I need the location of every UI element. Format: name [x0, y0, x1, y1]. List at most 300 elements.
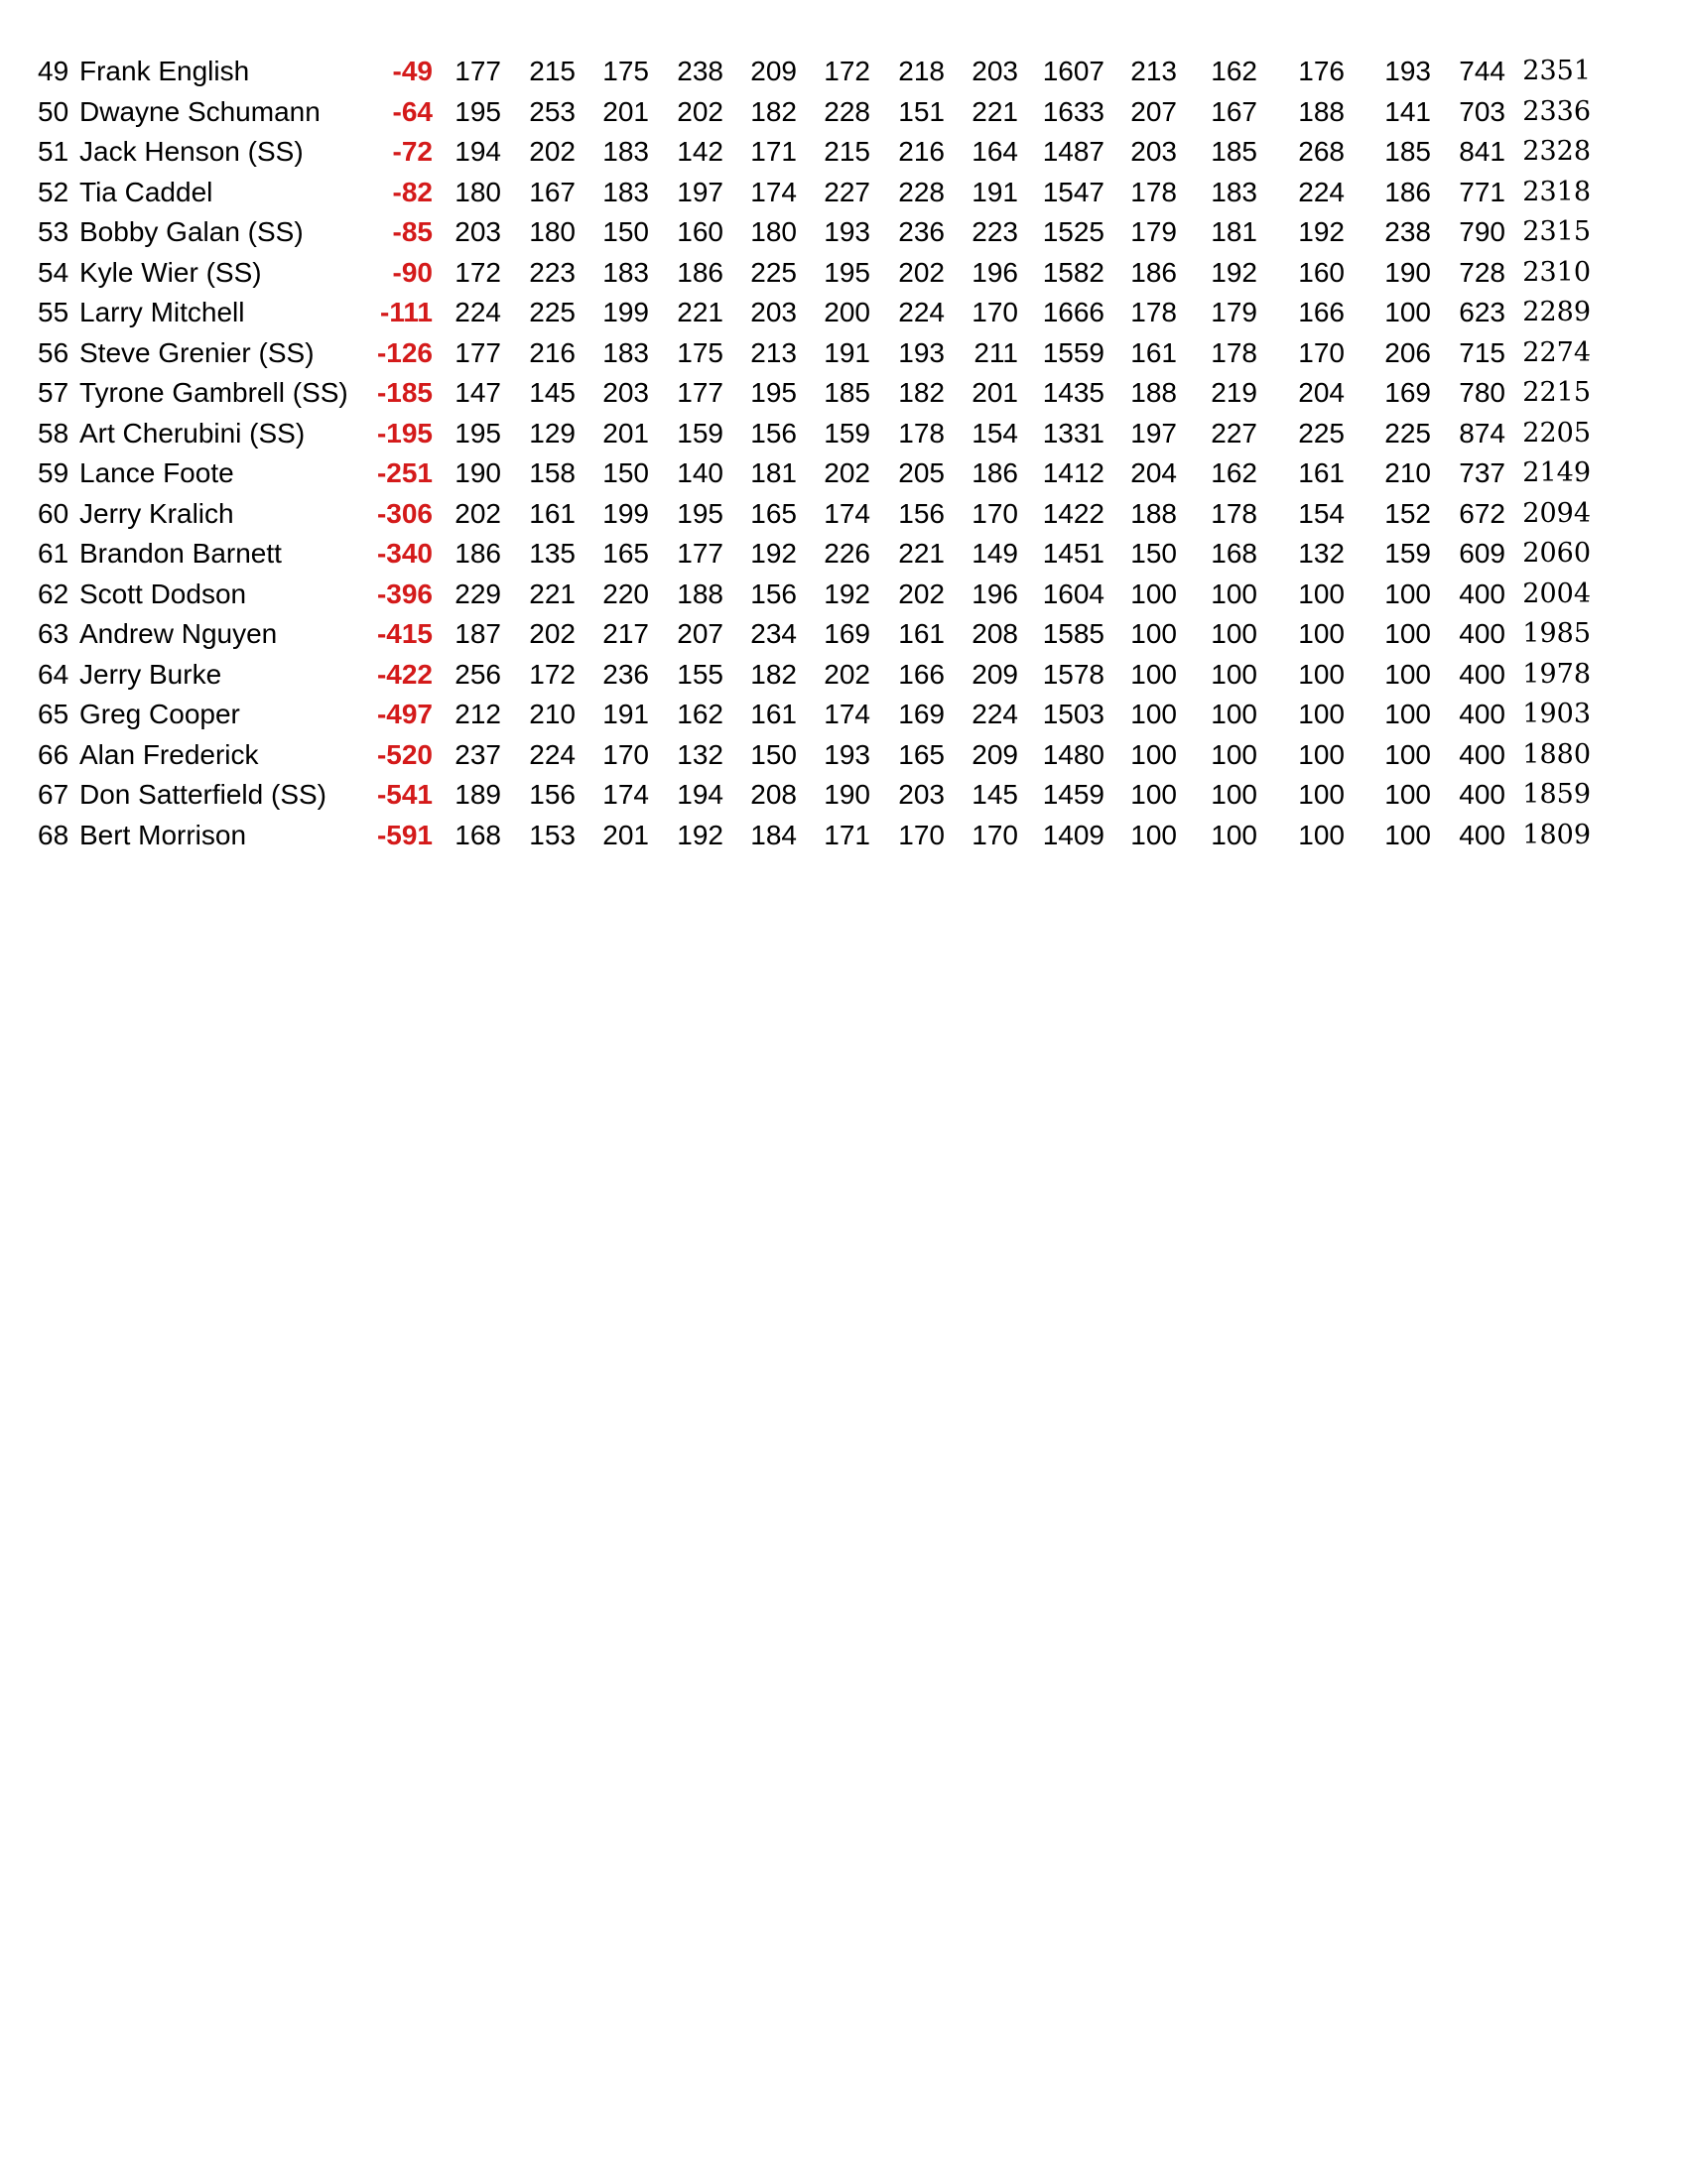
- game-score: 1582: [1042, 256, 1104, 288]
- game-score: 223: [972, 216, 1018, 247]
- game-score: 164: [972, 136, 1018, 167]
- game-score: 100: [1298, 699, 1345, 729]
- game-score: 221: [529, 578, 576, 609]
- game-score: 190: [824, 779, 870, 810]
- game-score: 151: [898, 95, 945, 127]
- game-score: 100: [1211, 738, 1257, 770]
- score-difference: -251: [376, 457, 433, 488]
- game-score: 203: [1130, 136, 1177, 167]
- game-score: 185: [1211, 136, 1257, 167]
- score-difference: -306: [376, 497, 433, 529]
- game-score: 140: [677, 457, 723, 488]
- game-score: 178: [1211, 336, 1257, 368]
- game-score: 159: [824, 417, 870, 449]
- table-row: [0, 614, 1687, 655]
- game-score: 177: [454, 56, 501, 86]
- game-score: 147: [454, 377, 501, 408]
- game-score: 790: [1459, 216, 1505, 247]
- game-score: 209: [972, 658, 1018, 690]
- game-score: 167: [1211, 95, 1257, 127]
- place-number: 56: [38, 336, 69, 368]
- game-score: 225: [1384, 417, 1431, 449]
- game-score: 162: [1211, 56, 1257, 86]
- game-score: 165: [602, 538, 649, 569]
- place-number: 68: [38, 819, 69, 850]
- game-score: 185: [1384, 136, 1431, 167]
- game-score: 236: [602, 658, 649, 690]
- game-score: 156: [750, 578, 797, 609]
- table-row: [0, 695, 1687, 735]
- game-score: 1331: [1042, 417, 1104, 449]
- game-score: 182: [750, 95, 797, 127]
- game-score: 215: [824, 136, 870, 167]
- game-score: 1525: [1042, 216, 1104, 247]
- game-score: 175: [602, 56, 649, 86]
- game-score: 153: [529, 819, 576, 850]
- bowler-name: Art Cherubini (SS): [79, 417, 306, 449]
- game-score: 874: [1459, 417, 1505, 449]
- game-score: 161: [898, 618, 945, 649]
- game-score: 100: [1211, 658, 1257, 690]
- score-difference: -49: [392, 56, 433, 86]
- game-score: 100: [1211, 779, 1257, 810]
- game-score: 209: [750, 56, 797, 86]
- bowler-name: Alan Frederick: [79, 738, 259, 770]
- game-score: 1459: [1042, 779, 1104, 810]
- game-score: 100: [1130, 578, 1177, 609]
- game-score: 744: [1459, 56, 1505, 86]
- game-score: 183: [602, 176, 649, 207]
- game-score: 100: [1384, 297, 1431, 327]
- game-score: 227: [824, 176, 870, 207]
- game-score: 193: [1384, 56, 1431, 86]
- game-score: 195: [750, 377, 797, 408]
- game-score: 158: [529, 457, 576, 488]
- game-score: 172: [824, 56, 870, 86]
- game-score: 182: [898, 377, 945, 408]
- score-difference: -591: [376, 819, 433, 850]
- game-score: 189: [454, 779, 501, 810]
- game-score: 1666: [1042, 297, 1104, 327]
- table-row: [0, 92, 1687, 133]
- game-score: 195: [454, 417, 501, 449]
- game-score: 181: [1211, 216, 1257, 247]
- game-score: 203: [898, 779, 945, 810]
- game-score: 192: [677, 819, 723, 850]
- game-score: 201: [602, 819, 649, 850]
- game-score: 100: [1384, 779, 1431, 810]
- game-score: 186: [972, 457, 1018, 488]
- game-score: 100: [1130, 658, 1177, 690]
- game-score: 224: [898, 297, 945, 327]
- game-score: 1559: [1042, 336, 1104, 368]
- game-score: 156: [529, 779, 576, 810]
- score-difference: -520: [376, 738, 433, 770]
- game-score: 191: [972, 176, 1018, 207]
- game-score: 226: [824, 538, 870, 569]
- game-score: 165: [898, 738, 945, 770]
- game-score: 208: [972, 618, 1018, 649]
- game-score: 145: [972, 779, 1018, 810]
- score-difference: -64: [392, 95, 433, 127]
- game-score: 191: [824, 336, 870, 368]
- game-score: 132: [677, 738, 723, 770]
- game-score: 205: [898, 457, 945, 488]
- game-score: 168: [1211, 538, 1257, 569]
- game-score: 171: [824, 819, 870, 850]
- game-score: 201: [972, 377, 1018, 408]
- game-score: 715: [1459, 336, 1505, 368]
- game-score: 165: [750, 497, 797, 529]
- game-score: 203: [454, 216, 501, 247]
- game-score: 180: [529, 216, 576, 247]
- game-score: 196: [972, 256, 1018, 288]
- game-score: 156: [750, 417, 797, 449]
- bowler-name: Jerry Burke: [79, 658, 222, 690]
- game-score: 1578: [1042, 658, 1104, 690]
- game-score: 210: [529, 699, 576, 729]
- game-score: 228: [898, 176, 945, 207]
- game-score: 207: [1130, 95, 1177, 127]
- game-score: 150: [750, 738, 797, 770]
- place-number: 66: [38, 738, 69, 770]
- game-score: 1412: [1042, 457, 1104, 488]
- game-score: 1487: [1042, 136, 1104, 167]
- game-score: 206: [1384, 336, 1431, 368]
- game-score: 218: [898, 56, 945, 86]
- game-score: 192: [750, 538, 797, 569]
- game-score: 100: [1130, 618, 1177, 649]
- bowler-name: Lance Foote: [79, 457, 234, 488]
- game-score: 162: [1211, 457, 1257, 488]
- total-score: 2328: [1522, 136, 1591, 167]
- game-score: 100: [1130, 738, 1177, 770]
- score-difference: -111: [380, 297, 433, 327]
- place-number: 67: [38, 779, 69, 810]
- game-score: 1435: [1042, 377, 1104, 408]
- game-score: 183: [602, 336, 649, 368]
- game-score: 400: [1459, 578, 1505, 609]
- game-score: 161: [529, 497, 576, 529]
- game-score: 159: [1384, 538, 1431, 569]
- game-score: 194: [677, 779, 723, 810]
- game-score: 186: [677, 256, 723, 288]
- score-difference: -415: [376, 618, 433, 649]
- game-score: 400: [1459, 779, 1505, 810]
- game-score: 204: [1298, 377, 1345, 408]
- game-score: 216: [898, 136, 945, 167]
- game-score: 192: [824, 578, 870, 609]
- table-row: [0, 414, 1687, 454]
- game-score: 213: [750, 336, 797, 368]
- table-row: [0, 52, 1687, 92]
- game-score: 170: [972, 297, 1018, 327]
- place-number: 55: [38, 297, 69, 327]
- game-score: 225: [529, 297, 576, 327]
- game-score: 168: [454, 819, 501, 850]
- game-score: 202: [824, 457, 870, 488]
- game-score: 219: [1211, 377, 1257, 408]
- game-score: 223: [529, 256, 576, 288]
- game-score: 172: [529, 658, 576, 690]
- bowler-name: Larry Mitchell: [79, 297, 245, 327]
- game-score: 100: [1298, 779, 1345, 810]
- game-score: 170: [602, 738, 649, 770]
- total-score: 2289: [1522, 297, 1591, 327]
- game-score: 152: [1384, 497, 1431, 529]
- game-score: 100: [1130, 779, 1177, 810]
- game-score: 199: [602, 497, 649, 529]
- place-number: 58: [38, 417, 69, 449]
- game-score: 170: [898, 819, 945, 850]
- game-score: 207: [677, 618, 723, 649]
- score-difference: -185: [376, 377, 433, 408]
- total-score: 2060: [1522, 538, 1591, 569]
- total-score: 2315: [1522, 216, 1591, 247]
- game-score: 623: [1459, 297, 1505, 327]
- game-score: 224: [529, 738, 576, 770]
- game-score: 141: [1384, 95, 1431, 127]
- game-score: 183: [1211, 176, 1257, 207]
- game-score: 188: [1298, 95, 1345, 127]
- game-score: 224: [454, 297, 501, 327]
- game-score: 400: [1459, 819, 1505, 850]
- game-score: 212: [454, 699, 501, 729]
- game-score: 703: [1459, 95, 1505, 127]
- game-score: 195: [824, 256, 870, 288]
- game-score: 181: [750, 457, 797, 488]
- game-score: 237: [454, 738, 501, 770]
- game-score: 100: [1384, 658, 1431, 690]
- game-score: 225: [1298, 417, 1345, 449]
- score-difference: -82: [392, 176, 433, 207]
- game-score: 184: [750, 819, 797, 850]
- bowler-name: Andrew Nguyen: [79, 618, 278, 649]
- game-score: 161: [1130, 336, 1177, 368]
- game-score: 178: [1211, 497, 1257, 529]
- game-score: 194: [454, 136, 501, 167]
- game-score: 160: [677, 216, 723, 247]
- game-score: 202: [898, 578, 945, 609]
- game-score: 208: [750, 779, 797, 810]
- game-score: 221: [898, 538, 945, 569]
- score-difference: -90: [392, 256, 433, 288]
- table-row: [0, 253, 1687, 294]
- game-score: 211: [973, 336, 1018, 368]
- game-score: 1604: [1042, 578, 1104, 609]
- game-score: 150: [602, 457, 649, 488]
- game-score: 197: [1130, 417, 1177, 449]
- table-row: [0, 132, 1687, 173]
- game-score: 215: [529, 56, 576, 86]
- game-score: 224: [1298, 176, 1345, 207]
- game-score: 216: [529, 336, 576, 368]
- score-difference: -195: [376, 417, 433, 449]
- game-score: 100: [1211, 618, 1257, 649]
- place-number: 52: [38, 176, 69, 207]
- game-score: 1409: [1042, 819, 1104, 850]
- game-score: 200: [824, 297, 870, 327]
- total-score: 2318: [1522, 176, 1591, 207]
- game-score: 100: [1298, 618, 1345, 649]
- game-score: 268: [1298, 136, 1345, 167]
- table-row: [0, 775, 1687, 816]
- game-score: 202: [824, 658, 870, 690]
- game-score: 174: [602, 779, 649, 810]
- game-score: 129: [529, 417, 576, 449]
- table-row: [0, 735, 1687, 776]
- game-score: 1503: [1042, 699, 1104, 729]
- bowler-name: Dwayne Schumann: [79, 95, 321, 127]
- game-score: 145: [529, 377, 576, 408]
- total-score: 2004: [1522, 578, 1591, 609]
- game-score: 177: [677, 377, 723, 408]
- game-score: 100: [1384, 738, 1431, 770]
- game-score: 224: [972, 699, 1018, 729]
- game-score: 100: [1298, 819, 1345, 850]
- game-score: 400: [1459, 618, 1505, 649]
- total-score: 2274: [1522, 336, 1591, 368]
- game-score: 155: [677, 658, 723, 690]
- game-score: 228: [824, 95, 870, 127]
- game-score: 186: [1130, 256, 1177, 288]
- game-score: 225: [750, 256, 797, 288]
- total-score: 2336: [1522, 95, 1591, 127]
- game-score: 841: [1459, 136, 1505, 167]
- game-score: 180: [454, 176, 501, 207]
- game-score: 100: [1211, 819, 1257, 850]
- game-score: 169: [1384, 377, 1431, 408]
- game-score: 400: [1459, 658, 1505, 690]
- game-score: 195: [677, 497, 723, 529]
- game-score: 154: [972, 417, 1018, 449]
- table-row: [0, 373, 1687, 414]
- game-score: 135: [529, 538, 576, 569]
- place-number: 64: [38, 658, 69, 690]
- game-score: 227: [1211, 417, 1257, 449]
- game-score: 1547: [1042, 176, 1104, 207]
- game-score: 178: [1130, 176, 1177, 207]
- game-score: 193: [824, 216, 870, 247]
- total-score: 1985: [1522, 618, 1591, 649]
- game-score: 202: [454, 497, 501, 529]
- game-score: 737: [1459, 457, 1505, 488]
- game-score: 154: [1298, 497, 1345, 529]
- total-score: 2094: [1522, 497, 1591, 529]
- game-score: 1585: [1042, 618, 1104, 649]
- score-difference: -497: [376, 699, 433, 729]
- game-score: 161: [750, 699, 797, 729]
- total-score: 1880: [1522, 738, 1591, 770]
- game-score: 202: [898, 256, 945, 288]
- game-score: 217: [602, 618, 649, 649]
- score-difference: -72: [392, 136, 433, 167]
- game-score: 149: [972, 538, 1018, 569]
- game-score: 203: [750, 297, 797, 327]
- game-score: 183: [602, 136, 649, 167]
- game-score: 162: [677, 699, 723, 729]
- game-score: 195: [454, 95, 501, 127]
- total-score: 1978: [1522, 658, 1591, 690]
- place-number: 63: [38, 618, 69, 649]
- bowler-name: Tia Caddel: [79, 176, 213, 207]
- game-score: 400: [1459, 699, 1505, 729]
- game-score: 166: [898, 658, 945, 690]
- game-score: 609: [1459, 538, 1505, 569]
- bowler-name: Greg Cooper: [79, 699, 240, 729]
- game-score: 171: [750, 136, 797, 167]
- score-difference: -396: [376, 578, 433, 609]
- place-number: 62: [38, 578, 69, 609]
- total-score: 2205: [1522, 417, 1591, 449]
- game-score: 256: [454, 658, 501, 690]
- game-score: 100: [1211, 699, 1257, 729]
- total-score: 1903: [1522, 699, 1591, 729]
- game-score: 100: [1130, 819, 1177, 850]
- bowler-name: Frank English: [79, 56, 250, 86]
- game-score: 728: [1459, 256, 1505, 288]
- game-score: 100: [1211, 578, 1257, 609]
- game-score: 179: [1211, 297, 1257, 327]
- game-score: 160: [1298, 256, 1345, 288]
- game-score: 191: [602, 699, 649, 729]
- game-score: 100: [1384, 618, 1431, 649]
- game-score: 1633: [1042, 95, 1104, 127]
- game-score: 192: [1298, 216, 1345, 247]
- game-score: 177: [454, 336, 501, 368]
- game-score: 170: [1298, 336, 1345, 368]
- bowler-name: Scott Dodson: [79, 578, 247, 609]
- place-number: 60: [38, 497, 69, 529]
- game-score: 180: [750, 216, 797, 247]
- game-score: 100: [1130, 699, 1177, 729]
- game-score: 190: [454, 457, 501, 488]
- game-score: 210: [1384, 457, 1431, 488]
- game-score: 192: [1211, 256, 1257, 288]
- game-score: 185: [824, 377, 870, 408]
- game-score: 100: [1298, 738, 1345, 770]
- table-row: [0, 212, 1687, 253]
- game-score: 213: [1130, 56, 1177, 86]
- game-score: 188: [677, 578, 723, 609]
- total-score: 1859: [1522, 779, 1591, 810]
- game-score: 186: [454, 538, 501, 569]
- bowler-name: Don Satterfield (SS): [79, 779, 326, 810]
- game-score: 150: [1130, 538, 1177, 569]
- table-row: [0, 534, 1687, 575]
- game-score: 187: [454, 618, 501, 649]
- game-score: 201: [602, 95, 649, 127]
- table-row: [0, 453, 1687, 494]
- place-number: 61: [38, 538, 69, 569]
- table-row: [0, 293, 1687, 333]
- place-number: 54: [38, 256, 69, 288]
- game-score: 193: [898, 336, 945, 368]
- bowler-name: Jerry Kralich: [79, 497, 234, 529]
- game-score: 253: [529, 95, 576, 127]
- table-row: [0, 333, 1687, 374]
- place-number: 53: [38, 216, 69, 247]
- game-score: 196: [972, 578, 1018, 609]
- game-score: 1607: [1042, 56, 1104, 86]
- score-difference: -422: [376, 658, 433, 690]
- bowler-name: Steve Grenier (SS): [79, 336, 315, 368]
- game-score: 100: [1298, 658, 1345, 690]
- game-score: 182: [750, 658, 797, 690]
- game-score: 150: [602, 216, 649, 247]
- game-score: 400: [1459, 738, 1505, 770]
- game-score: 179: [1130, 216, 1177, 247]
